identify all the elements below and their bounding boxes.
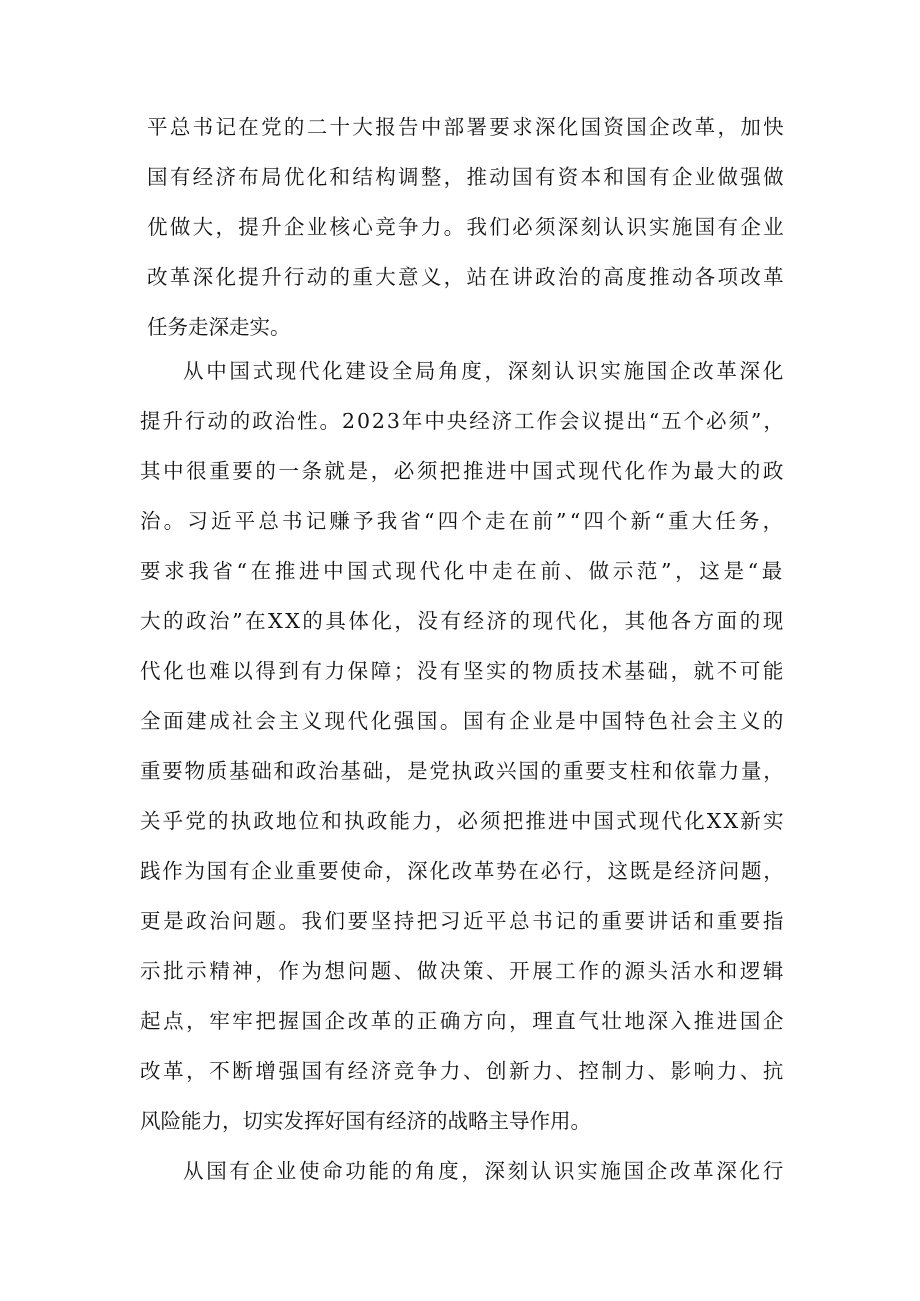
- text-line: 关乎党的执政地位和执政能力，必须把推进中国式现代化XX新实: [140, 809, 786, 833]
- text-line: 治。习近平总书记赚予我省“四个走在前”“四个新“重大任务，: [140, 509, 787, 533]
- text-line: 提升行动的政治性。2023年中央经济工作会议提出“五个必须”，: [140, 409, 786, 433]
- text-line: 风险能力，切实发挥好国有经济的战略主导作用。: [140, 1109, 591, 1133]
- text-line: 从中国式现代化建设全局角度，深刻认识实施国企改革深化: [183, 359, 786, 383]
- text-line: 代化也难以得到有力保障；没有坚实的物质技术基础，就不可能: [140, 659, 786, 683]
- text-line: 示批示精神，作为想问题、做决策、开展工作的源头活水和逻辑: [140, 959, 786, 983]
- text-line: 改革深化提升行动的重大意义，站在讲政治的高度推动各项改革: [147, 265, 786, 289]
- text-line: 任务走深走实。: [147, 315, 291, 339]
- text-line: 更是政治问题。我们要坚持把习近平总书记的重要讲话和重要指: [140, 909, 786, 933]
- text-line: 从国有企业使命功能的角度，深刻认识实施国企改革深化行: [183, 1159, 786, 1183]
- text-line: 践作为国有企业重要使命，深化改革势在必行，这既是经济问题，: [140, 859, 786, 883]
- text-line: 全面建成社会主义现代化强国。国有企业是中国特色社会主义的: [140, 709, 786, 733]
- text-line: 改革，不断增强国有经济竞争力、创新力、控制力、影响力、抗: [140, 1059, 786, 1083]
- text-line: 优做大，提升企业核心竞争力。我们必须深刻认识实施国有企业: [147, 215, 786, 239]
- text-line: 重要物质基础和政治基础，是党执政兴国的重要支柱和依靠力量，: [140, 759, 786, 783]
- text-line: 国有经济布局优化和结构调整，推动国有资本和国有企业做强做: [147, 165, 786, 189]
- text-line: 其中很重要的一条就是，必须把推进中国式现代化作为最大的政: [140, 459, 786, 483]
- text-line: 要求我省“在推进中国式现代化中走在前、做示范”，这是“最: [140, 559, 786, 583]
- text-line: 起点，牢牢把握国企改革的正确方向，理直气壮地深入推进国企: [140, 1009, 786, 1033]
- text-line: 平总书记在党的二十大报告中部署要求深化国资国企改革，加快: [147, 115, 786, 139]
- text-line: 大的政治”在XX的具体化，没有经济的现代化，其他各方面的现: [140, 609, 786, 633]
